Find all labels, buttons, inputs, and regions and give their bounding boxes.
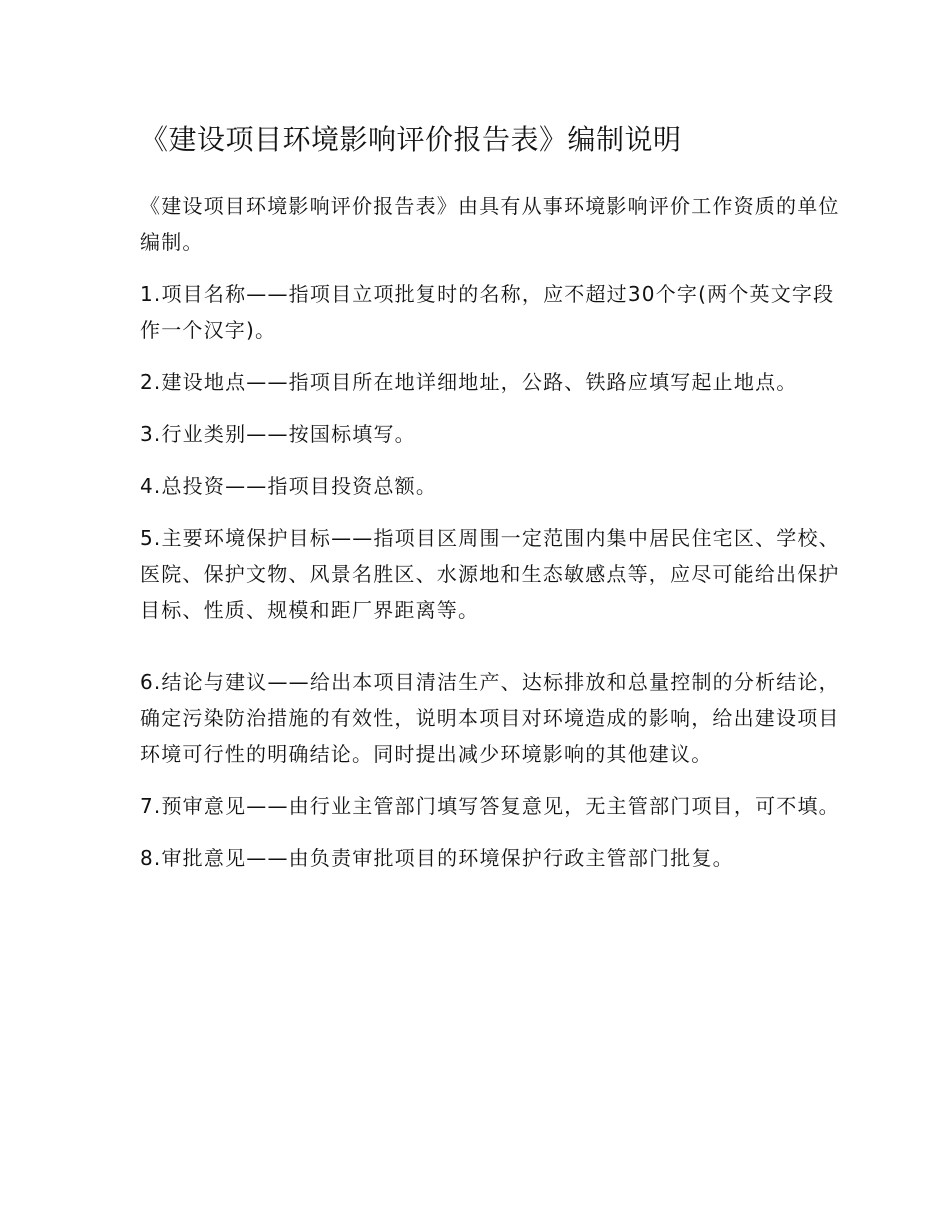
document-title: 《建设项目环境影响评价报告表》编制说明 (140, 123, 682, 156)
item-project-name: 1.项目名称——指项目立项批复时的名称，应不超过30个字(两个英文字段作一个汉字)。 (140, 282, 835, 342)
item-approval-opinion: 8.审批意见——由负责审批项目的环境保护行政主管部门批复。 (140, 846, 734, 870)
item-total-investment: 4.总投资——指项目投资总额。 (140, 474, 438, 498)
item-protection-targets: 5.主要环境保护目标——指项目区周围一定范围内集中居民住宅区、学校、医院、保护文物、风景名胜区、水源地和生态敏感点等，应尽可能给出保护目标、性质、规模和距厂界距离等。 (140, 526, 840, 622)
item-conclusions: 6.结论与建议——给出本项目清洁生产、达标排放和总量控制的分析结论，确定污染防治措施的有效性，说明本项目对环境造成的影响，给出建设项目环境可行性的明确结论。同时提出减少环境影响的其他建议。 (140, 670, 840, 766)
document-body (140, 118, 840, 892)
item-industry-category: 3.行业类别——按国标填写。 (140, 422, 416, 446)
item-construction-location: 2.建设地点——指项目所在地详细地址，公路、铁路应填写起止地点。 (140, 370, 798, 394)
item-preliminary-review: 7.预审意见——由行业主管部门填写答复意见，无主管部门项目，可不填。 (140, 794, 840, 818)
intro-paragraph: 《建设项目环境影响评价报告表》由具有从事环境影响评价工作资质的单位编制。 (140, 194, 840, 254)
